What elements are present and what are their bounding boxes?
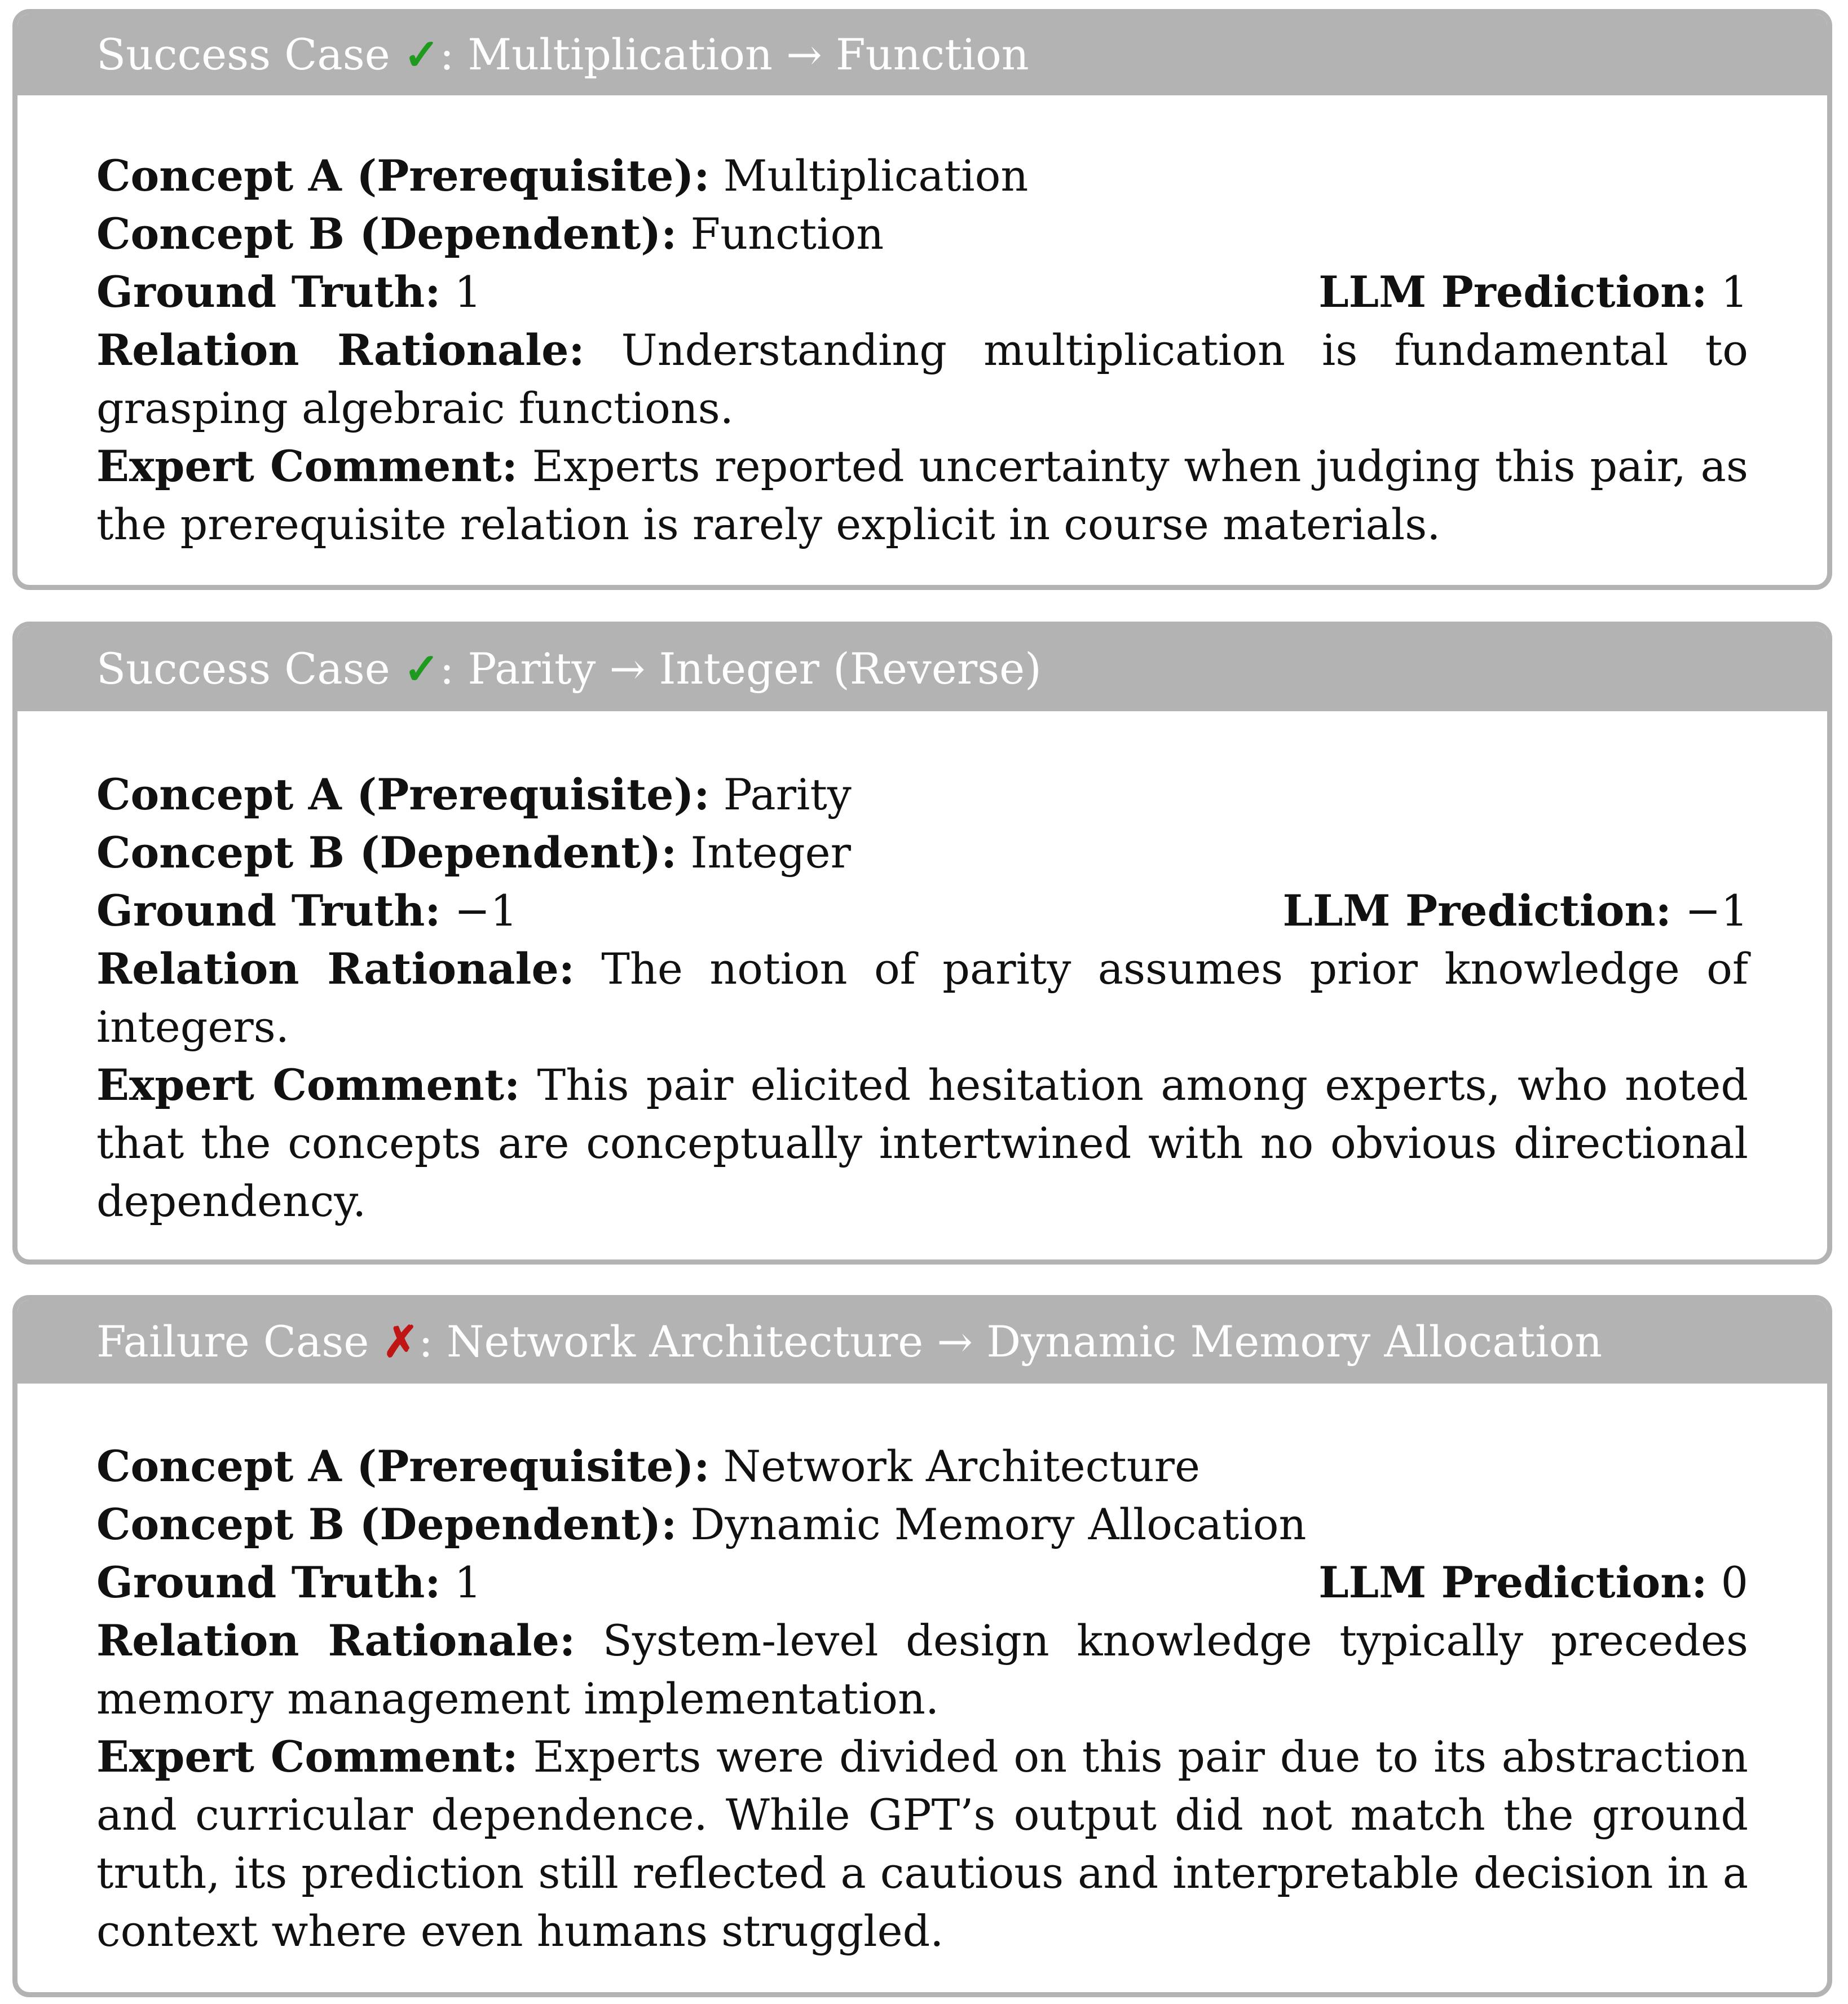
llm-prediction-label: LLM Prediction: — [1282, 886, 1671, 936]
relation-rationale-text: System-level design knowledge typically precedes memory management implementation. — [96, 1615, 1749, 1724]
truth-prediction-row — [96, 263, 1748, 321]
concept-a-label: Concept A (Prerequisite): — [96, 769, 710, 820]
ground-truth-label: Ground Truth: — [96, 886, 441, 936]
case-type: Success Case — [96, 29, 390, 80]
llm-prediction — [1283, 882, 1749, 940]
llm-prediction — [1318, 1553, 1748, 1611]
relation-rationale-text: The notion of parity assumes prior knowledge of integers. — [96, 944, 1748, 1052]
concept-a-row — [96, 1437, 1748, 1495]
concept-b-label: Concept B (Dependent): — [96, 827, 677, 878]
case-body — [17, 711, 1827, 1230]
llm-prediction — [1318, 263, 1748, 321]
llm-prediction-label: LLM Prediction: — [1318, 1557, 1708, 1607]
llm-prediction-value: 1 — [1721, 267, 1748, 317]
case-box-2 — [12, 622, 1832, 1265]
case-header — [17, 1300, 1827, 1384]
concept-a-row — [96, 765, 1748, 823]
concept-b-row — [96, 823, 1748, 882]
concept-a-value: Network Architecture — [723, 1441, 1200, 1491]
ground-truth — [96, 263, 482, 321]
truth-prediction-row — [96, 1553, 1748, 1611]
relation-rationale — [96, 321, 1748, 437]
expert-comment-label: Expert Comment: — [96, 1060, 521, 1110]
concept-b-label: Concept B (Dependent): — [96, 1499, 677, 1549]
check-mark-icon: ✓ — [403, 644, 440, 694]
expert-comment-label: Expert Comment: — [96, 441, 518, 491]
concept-b-label: Concept B (Dependent): — [96, 209, 677, 259]
ground-truth — [96, 1553, 482, 1611]
relation-rationale-text: Understanding multiplication is fundamental to grasping algebraic functions. — [96, 325, 1748, 433]
expert-comment-text: Experts were divided on this pair due to its abstraction and curricular dependence. While GPT’s output did not match the ground truth, its prediction still reflected a cautious and interpretable decision in a context where even humans struggled. — [96, 1732, 1748, 1956]
concept-a-value: Multiplication — [723, 151, 1029, 201]
cross-mark-icon: ✗ — [382, 1316, 419, 1367]
case-type: Failure Case — [96, 1316, 369, 1367]
case-type: Success Case — [96, 644, 390, 694]
case-title: : Parity → Integer (Reverse) — [439, 644, 1042, 694]
concept-a-label: Concept A (Prerequisite): — [96, 1441, 710, 1491]
check-mark-icon: ✓ — [403, 29, 440, 80]
llm-prediction-value: 0 — [1721, 1557, 1748, 1607]
case-body — [17, 1384, 1827, 1960]
expert-comment-label: Expert Comment: — [96, 1732, 518, 1782]
ground-truth-value: −1 — [454, 886, 518, 936]
concept-a-value: Parity — [723, 769, 852, 820]
case-header — [17, 14, 1827, 95]
relation-rationale — [96, 1611, 1748, 1728]
concept-a-label: Concept A (Prerequisite): — [96, 151, 710, 201]
concept-b-row — [96, 1495, 1748, 1553]
ground-truth-value: 1 — [454, 267, 482, 317]
expert-comment — [96, 1728, 1748, 1960]
llm-prediction-label: LLM Prediction: — [1318, 267, 1708, 317]
ground-truth — [96, 882, 518, 940]
case-box-3 — [12, 1295, 1832, 1997]
case-header — [17, 627, 1827, 711]
concept-b-value: Integer — [690, 827, 851, 878]
case-body — [17, 95, 1827, 553]
ground-truth-value: 1 — [454, 1557, 482, 1607]
concept-b-value: Function — [690, 209, 884, 259]
expert-comment — [96, 1056, 1748, 1230]
case-title: : Network Architecture → Dynamic Memory Allocation — [418, 1316, 1603, 1367]
ground-truth-label: Ground Truth: — [96, 1557, 441, 1607]
relation-rationale — [96, 940, 1748, 1056]
concept-b-value: Dynamic Memory Allocation — [690, 1499, 1307, 1549]
case-box-1 — [12, 9, 1832, 590]
expert-comment — [96, 437, 1748, 553]
truth-prediction-row — [96, 882, 1748, 940]
relation-rationale-label: Relation Rationale: — [96, 325, 585, 375]
case-title: : Multiplication → Function — [439, 29, 1029, 80]
relation-rationale-label: Relation Rationale: — [96, 1615, 576, 1666]
relation-rationale-label: Relation Rationale: — [96, 944, 575, 994]
ground-truth-label: Ground Truth: — [96, 267, 441, 317]
concept-b-row — [96, 205, 1748, 263]
expert-comment-text: This pair elicited hesitation among experts, who noted that the concepts are conceptually intertwined with no obvious directional dependency. — [96, 1060, 1748, 1226]
expert-comment-text: Experts reported uncertainty when judging this pair, as the prerequisite relation is rarely explicit in course materials. — [96, 441, 1748, 549]
llm-prediction-value: −1 — [1684, 886, 1748, 936]
concept-a-row — [96, 147, 1748, 205]
